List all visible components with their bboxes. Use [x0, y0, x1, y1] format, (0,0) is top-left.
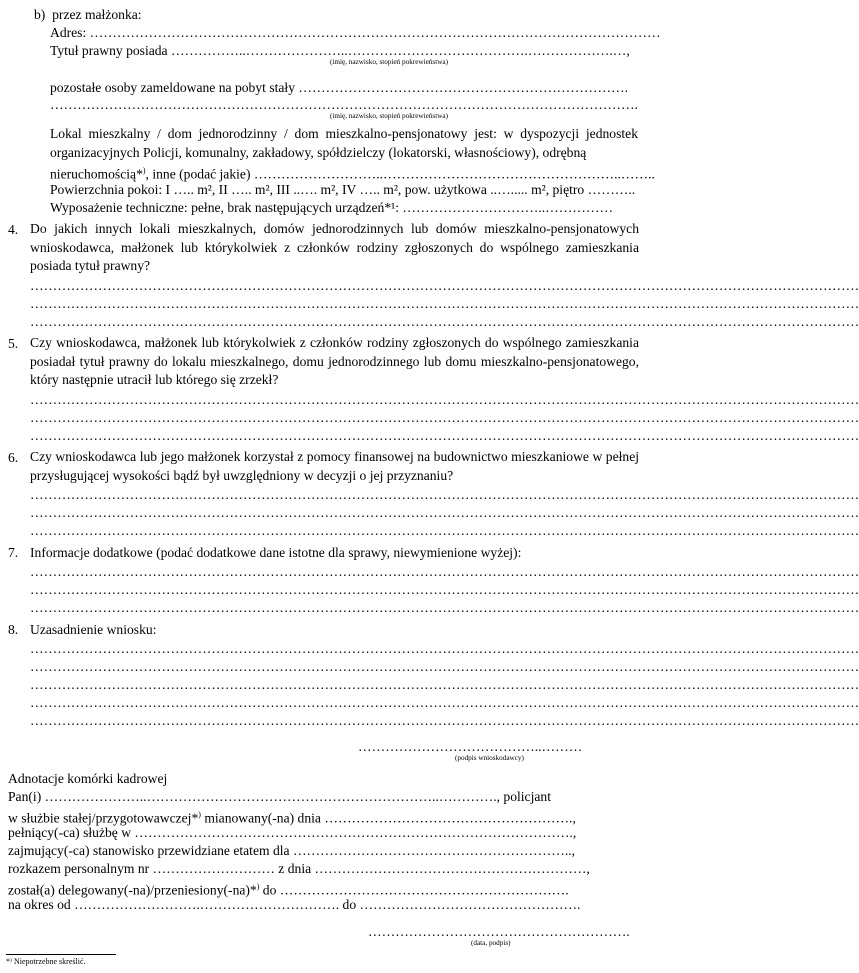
footnote-text: *⁾ Niepotrzebne skreślić. [6, 957, 86, 966]
answer-line-4b: ………………………………………………………………………………………………………………………………………………………………… [30, 296, 859, 311]
room-area-line: Powierzchnia pokoi: I ….. m², II ….. m², III ..…. m², IV ….. m², pow. użytkowa ..…..... m², piętro ……….. [50, 182, 636, 197]
technical-equipment-line: Wyposażenie techniczne: pełne, brak następujących urządzeń*¹: …………………………..…………… [50, 200, 614, 215]
lokal-status-other: , inne (podać jakie) ………………………..……………………………………………..…….. [145, 166, 655, 182]
footnote-marker: ) [142, 166, 146, 175]
answer-line-8e: ………………………………………………………………………………………………………………………………………………………………… [30, 713, 859, 728]
answer-line-5b: ………………………………………………………………………………………………………………………………………………………………… [30, 410, 859, 425]
answer-line-6b: ………………………………………………………………………………………………………………………………………………………………… [30, 505, 859, 520]
hr-line-order: rozkazem personalnym nr ……………………… z dnia ……………………………………………………, [8, 861, 590, 876]
answer-line-8c: ………………………………………………………………………………………………………………………………………………………………… [30, 677, 859, 692]
question-7-text: Informacje dodatkowe (podać dodatkowe dane istotne dla sprawy, niewymienione wyżej): [30, 545, 522, 560]
registered-persons-continuation: …………………………………………………………………………………………………………………. [50, 97, 638, 112]
caption-name-relationship: (imię, nazwisko, stopień pokrewieństwa) [330, 58, 448, 66]
hr-delegated-text: został(a) delegowany(-na)/przeniesiony(-na)* [8, 882, 257, 898]
lokal-status-last-line [50, 162, 655, 183]
hr-appointed-date: mianowany(-na) dnia ………………………………………………., [200, 810, 576, 826]
hr-line-name: Pan(i) …………………..………………………………………………………..…………., policjant [8, 789, 551, 804]
question-7-number: 7. [8, 545, 19, 560]
answer-line-8b: ………………………………………………………………………………………………………………………………………………………………… [30, 659, 859, 674]
applicant-signature-caption: (podpis wnioskodawcy) [455, 754, 524, 762]
section-b-label: b) przez małżonka: [34, 7, 142, 22]
hr-service-type: w służbie stałej/przygotowawczej* [8, 810, 199, 826]
question-8-text: Uzasadnienie wniosku: [30, 622, 157, 637]
answer-line-6a: ………………………………………………………………………………………………………………………………………………………………… [30, 487, 859, 502]
footnote-marker: ) [198, 810, 201, 819]
question-6-number: 6. [8, 450, 19, 465]
lokal-status-text: Lokal mieszkalny / dom jednorodzinny / dom mieszkalno-pensjonatowy jest: w dyspozycji jednostek organizacyjnych Policji, komunalny, zakładowy, spółdzielczy (lokatorski, własnościowy), odrębną [50, 126, 638, 160]
answer-line-4a: ………………………………………………………………………………………………………………………………………………………………… [30, 278, 859, 293]
question-5-number: 5. [8, 336, 19, 351]
question-6-text: Czy wnioskodawca lub jego małżonek korzystał z pomocy finansowej na budownictwo mieszkaniowe w pełnej przysługującej wysokości bądź był uwzględniony w decyzji o jej przyznaniu? [30, 449, 639, 483]
answer-line-7a: ………………………………………………………………………………………………………………………………………………………………… [30, 564, 859, 579]
applicant-signature-line: …………………………………..……… [358, 739, 583, 754]
answer-line-8a: ………………………………………………………………………………………………………………………………………………………………… [30, 641, 859, 656]
hr-line-position: zajmujący(-ca) stanowisko przewidziane etatem dla …………………………………………………….., [8, 843, 576, 858]
hr-signature-line: …………………………………………………. [368, 924, 630, 939]
hr-annotations-heading: Adnotacje komórki kadrowej [8, 771, 168, 786]
footnote-separator [6, 954, 116, 955]
hr-line-period: na okres od ……………………….…………………………. do …………………………………………. [8, 897, 581, 912]
footnote-marker: ) [256, 882, 260, 891]
answer-line-4c: ………………………………………………………………………………………………………………………………………………………………… [30, 314, 859, 329]
answer-line-5a: ………………………………………………………………………………………………………………………………………………………………… [30, 392, 859, 407]
legal-title-field: Tytuł prawny posiada ……………..…………………..………………………………….……………….…, [50, 43, 630, 58]
question-4-number: 4. [8, 222, 19, 237]
question-4-text: Do jakich innych lokali mieszkalnych, domów jednorodzinnych lub domów mieszkalno-pensjonatowych wnioskodawca, małżonek lub którykolwiek z członków rodziny zgłoszonych do wspólnego zamieszkania posiada tytuł prawny? [30, 221, 639, 274]
answer-line-6c: ………………………………………………………………………………………………………………………………………………………………… [30, 523, 859, 538]
answer-line-7c: ………………………………………………………………………………………………………………………………………………………………… [30, 600, 859, 615]
hr-delegated-to: do ………………………………………………………. [259, 882, 569, 898]
hr-signature-caption: (data, podpis) [471, 939, 511, 947]
question-8-number: 8. [8, 622, 19, 637]
answer-line-8d: ………………………………………………………………………………………………………………………………………………………………… [30, 695, 859, 710]
lokal-status-paragraph [50, 125, 638, 162]
lokal-status-nieruchomosc: nieruchomością* [50, 166, 143, 182]
answer-line-5c: ………………………………………………………………………………………………………………………………………………………………… [30, 428, 859, 443]
address-field: Adres: ……………………………………………………………………………………………………………… [50, 25, 661, 40]
hr-line-serving-in: pełniący(-ca) służbę w ……………………………………………………………………………………., [8, 825, 577, 840]
question-5-text: Czy wnioskodawca, małżonek lub którykolwiek z członków rodziny zgłoszonych do wspólnego zamieszkania posiadał tytuł prawny do lokalu mieszkalnego, domu jednorodzinnego lub domu mieszkalno-pensjonatowego, który następnie utracił lub którego się zrzekł? [30, 335, 639, 388]
answer-line-7b: ………………………………………………………………………………………………………………………………………………………………… [30, 582, 859, 597]
registered-persons-field: pozostałe osoby zameldowane na pobyt stały ………………………………………………………………. [50, 80, 629, 95]
caption-name-relationship-2: (imię, nazwisko, stopień pokrewieństwa) [330, 112, 448, 120]
